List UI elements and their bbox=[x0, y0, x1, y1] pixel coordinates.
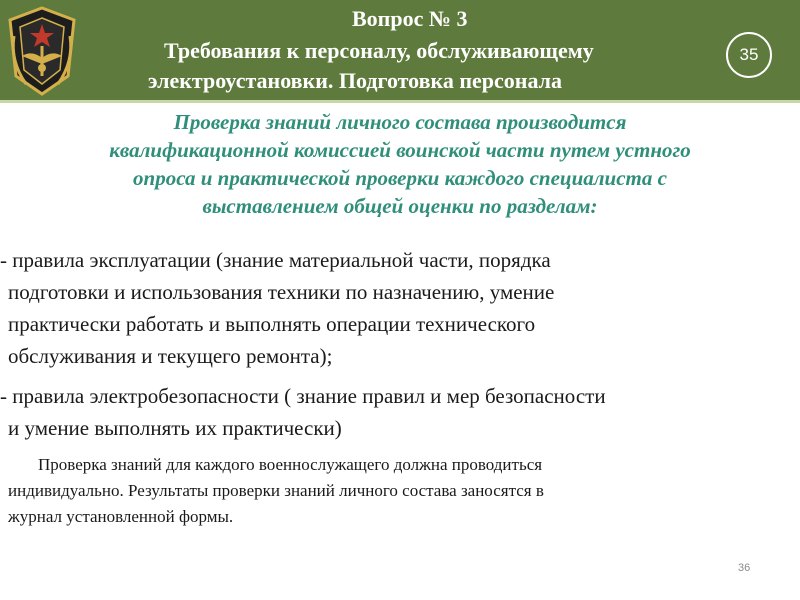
list-item-operation-rules bbox=[0, 244, 790, 372]
note-paragraph bbox=[8, 452, 768, 530]
list-item-line: и умение выполнять их практически) bbox=[8, 416, 342, 440]
intro-line: квалификационной комиссией воинской части путем устного bbox=[109, 138, 691, 162]
list-item-line: практически работать и выполнять операции технического bbox=[8, 312, 536, 336]
list-item-line: - правила электробезопасности ( знание правил и мер безопасности bbox=[0, 384, 606, 408]
note-line: журнал установленной формы. bbox=[8, 507, 234, 526]
slide-title-line-3: электроустановки. Подготовка персонала bbox=[148, 68, 562, 93]
intro-line: выставлением общей оценки по разделам: bbox=[202, 194, 598, 218]
slide-title-line-2: Требования к персоналу, обслуживающему bbox=[164, 38, 594, 63]
military-emblem-icon bbox=[6, 6, 78, 96]
note-line: Проверка знаний для каждого военнослужащего должна проводиться bbox=[38, 455, 543, 474]
slide-header bbox=[0, 0, 800, 103]
list-item-line: обслуживания и текущего ремонта); bbox=[8, 344, 333, 368]
list-item-electrical-safety bbox=[0, 380, 790, 444]
list-item-line: - правила эксплуатации (знание материальной части, порядка bbox=[0, 248, 551, 272]
intro-line: Проверка знаний личного состава производится bbox=[173, 110, 627, 134]
intro-paragraph bbox=[14, 108, 786, 220]
list-item-line: подготовки и использования техники по назначению, умение bbox=[8, 280, 555, 304]
page-number: 36 bbox=[738, 562, 751, 574]
slide-title-line-1: Вопрос № 3 bbox=[352, 6, 468, 31]
intro-line: опроса и практической проверки каждого специалиста с bbox=[133, 166, 667, 190]
slide-number-badge: 35 bbox=[726, 32, 772, 78]
note-line: индивидуально. Результаты проверки знаний личного состава заносятся в bbox=[8, 481, 544, 500]
requirements-list bbox=[0, 244, 790, 452]
